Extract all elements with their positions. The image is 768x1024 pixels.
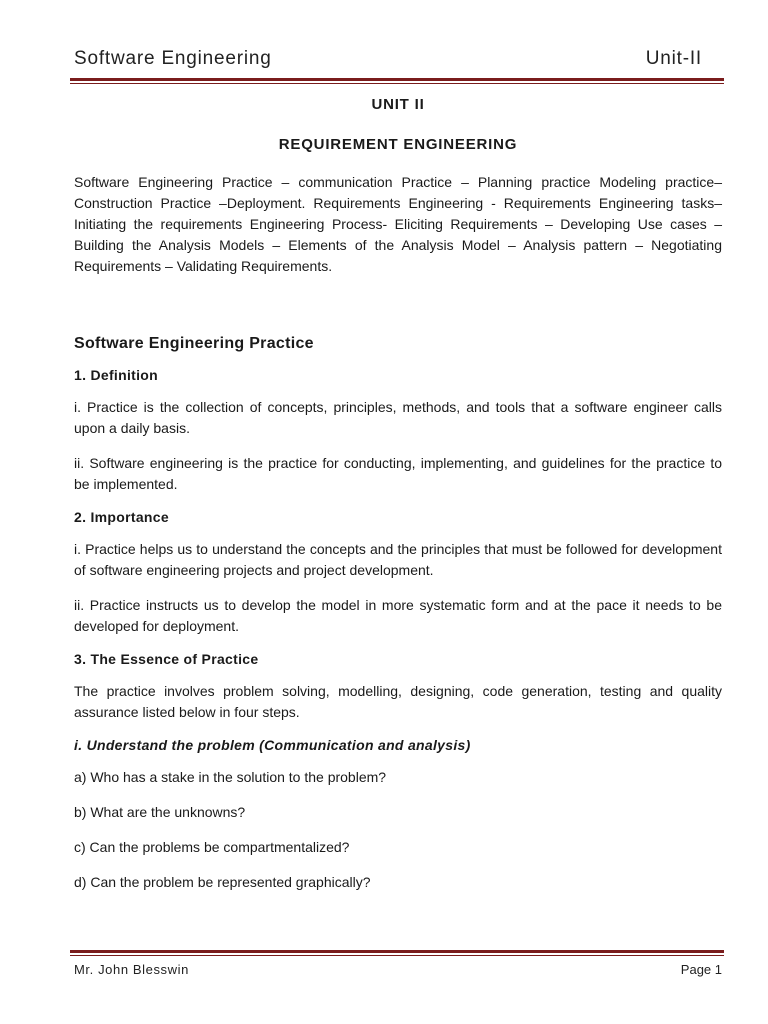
section-heading: Software Engineering Practice bbox=[74, 335, 314, 352]
importance-heading: 2. Importance bbox=[74, 509, 169, 525]
footer-page-number: Page 1 bbox=[680, 962, 722, 977]
step-heading: i. Understand the problem (Communication and analysis) bbox=[74, 737, 471, 753]
definition-item: ii. Software engineering is the practice for conducting, implementing, and guidelines for the practice to be implemented. bbox=[74, 455, 722, 492]
page-content bbox=[74, 96, 722, 893]
header-rule-thick bbox=[70, 78, 724, 81]
importance-item: ii. Practice instructs us to develop the model in more systematic form and at the pace it needs to be developed for deployment. bbox=[74, 597, 722, 634]
essence-heading: 3. The Essence of Practice bbox=[74, 651, 259, 667]
essence-intro: The practice involves problem solving, modelling, designing, code generation, testing and quality assurance listed below in four steps. bbox=[74, 683, 722, 720]
importance-item: i. Practice helps us to understand the concepts and the principles that must be followed for development of software engineering projects and project development. bbox=[74, 541, 722, 578]
definition-heading: 1. Definition bbox=[74, 367, 159, 383]
topic-summary: Software Engineering Practice – communication Practice – Planning practice Modeling practice– Construction Practice –Deployment. Requirements Engineering - Requirements Engineering tasks– Initiating the requirements Engineering Process- Eliciting Requirements – Developing Use cases –Building the Analysis Models – Elements of the Analysis Model – Analysis pattern – Negotiating Requirements – Validating Requirements. bbox=[74, 174, 722, 274]
definition-item: i. Practice is the collection of concepts, principles, methods, and tools that a software engineer calls upon a daily basis. bbox=[74, 399, 722, 436]
question-item: a) Who has a stake in the solution to the problem? bbox=[74, 769, 387, 785]
header-course-title: Software Engineering bbox=[74, 48, 272, 69]
header-rule-thin bbox=[70, 83, 724, 84]
footer-rule-thick bbox=[70, 950, 724, 953]
unit-title: UNIT II bbox=[371, 96, 425, 113]
chapter-title: REQUIREMENT ENGINEERING bbox=[278, 136, 518, 153]
question-item: c) Can the problems be compartmentalized? bbox=[74, 839, 350, 855]
header-unit-label: Unit-II bbox=[645, 48, 702, 69]
page-header bbox=[74, 46, 702, 76]
footer-rule-thin bbox=[70, 955, 724, 956]
footer-author: Mr. John Blesswin bbox=[74, 962, 189, 977]
question-item: d) Can the problem be represented graphically? bbox=[74, 874, 371, 890]
question-item: b) What are the unknowns? bbox=[74, 804, 246, 820]
